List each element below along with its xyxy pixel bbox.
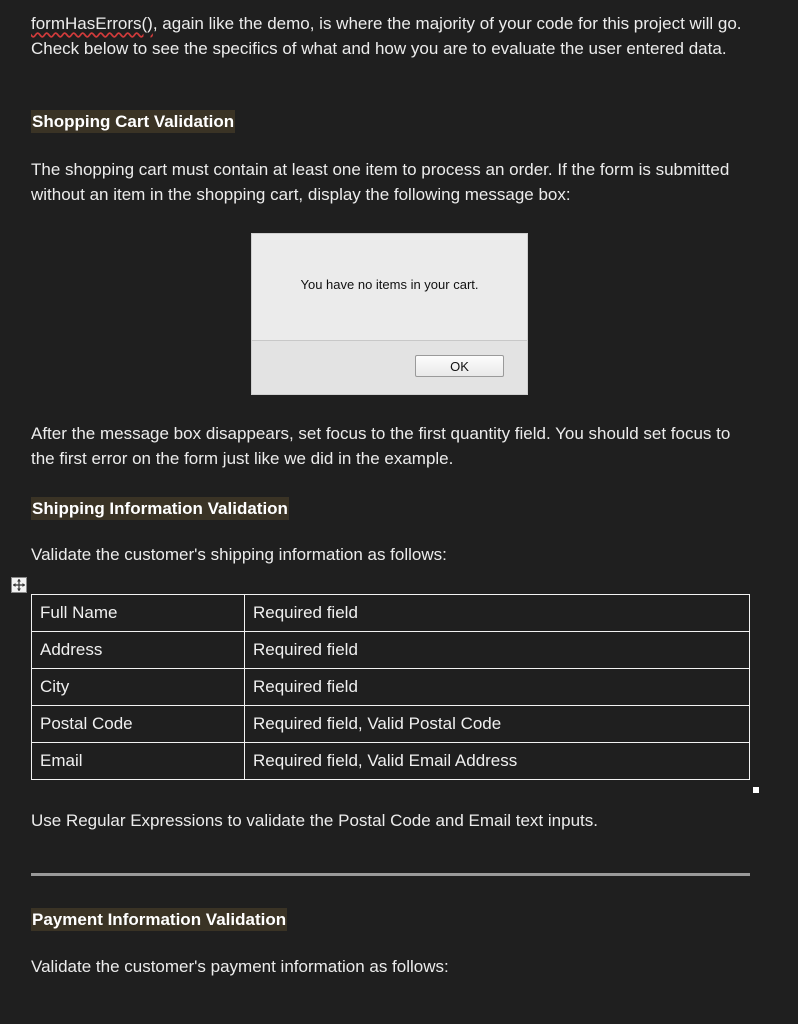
intro-paragraph [31, 12, 751, 61]
shopping-cart-heading: Shopping Cart Validation [32, 112, 235, 131]
table-row [32, 706, 750, 743]
payment-paragraph: Validate the customer's payment information as follows: [31, 957, 449, 976]
after-dialog-paragraph: After the message box disappears, set focus to the first quantity field. You should set focus to the first error on the form just like we did in the example. [31, 424, 731, 468]
shipping-validation-table [31, 594, 750, 780]
ok-button[interactable]: OK [415, 355, 504, 377]
table-move-handle[interactable] [11, 577, 27, 593]
regex-paragraph: Use Regular Expressions to validate the Postal Code and Email text inputs. [31, 811, 598, 830]
message-box-screenshot [251, 233, 528, 395]
payment-heading: Payment Information Validation [32, 910, 287, 929]
field-name-cell: Postal Code [32, 706, 245, 743]
field-name-cell: Email [32, 743, 245, 780]
shipping-paragraph: Validate the customer's shipping information as follows: [31, 545, 447, 564]
rule-cell: Required field [245, 669, 750, 706]
table-row [32, 669, 750, 706]
rule-cell: Required field, Valid Postal Code [245, 706, 750, 743]
table-row [32, 595, 750, 632]
table-resize-handle[interactable] [753, 787, 759, 793]
shipping-heading: Shipping Information Validation [32, 499, 288, 518]
field-name-cell: Address [32, 632, 245, 669]
horizontal-rule [31, 873, 750, 876]
function-name: formHasErrors() [31, 14, 153, 33]
rule-cell: Required field [245, 595, 750, 632]
dialog-message: You have no items in your cart. [300, 277, 479, 292]
move-icon [12, 578, 26, 592]
cart-paragraph: The shopping cart must contain at least one item to process an order. If the form is submitted without an item in the shopping cart, display the following message box: [31, 160, 730, 204]
rule-cell: Required field, Valid Email Address [245, 743, 750, 780]
field-name-cell: City [32, 669, 245, 706]
field-name-cell: Full Name [32, 595, 245, 632]
table-row [32, 632, 750, 669]
rule-cell: Required field [245, 632, 750, 669]
intro-text: , again like the demo, is where the majority of your code for this project will go. Check below to see the specifics of what and how you are to evaluate the user entered data. [31, 14, 742, 58]
table-row [32, 743, 750, 780]
